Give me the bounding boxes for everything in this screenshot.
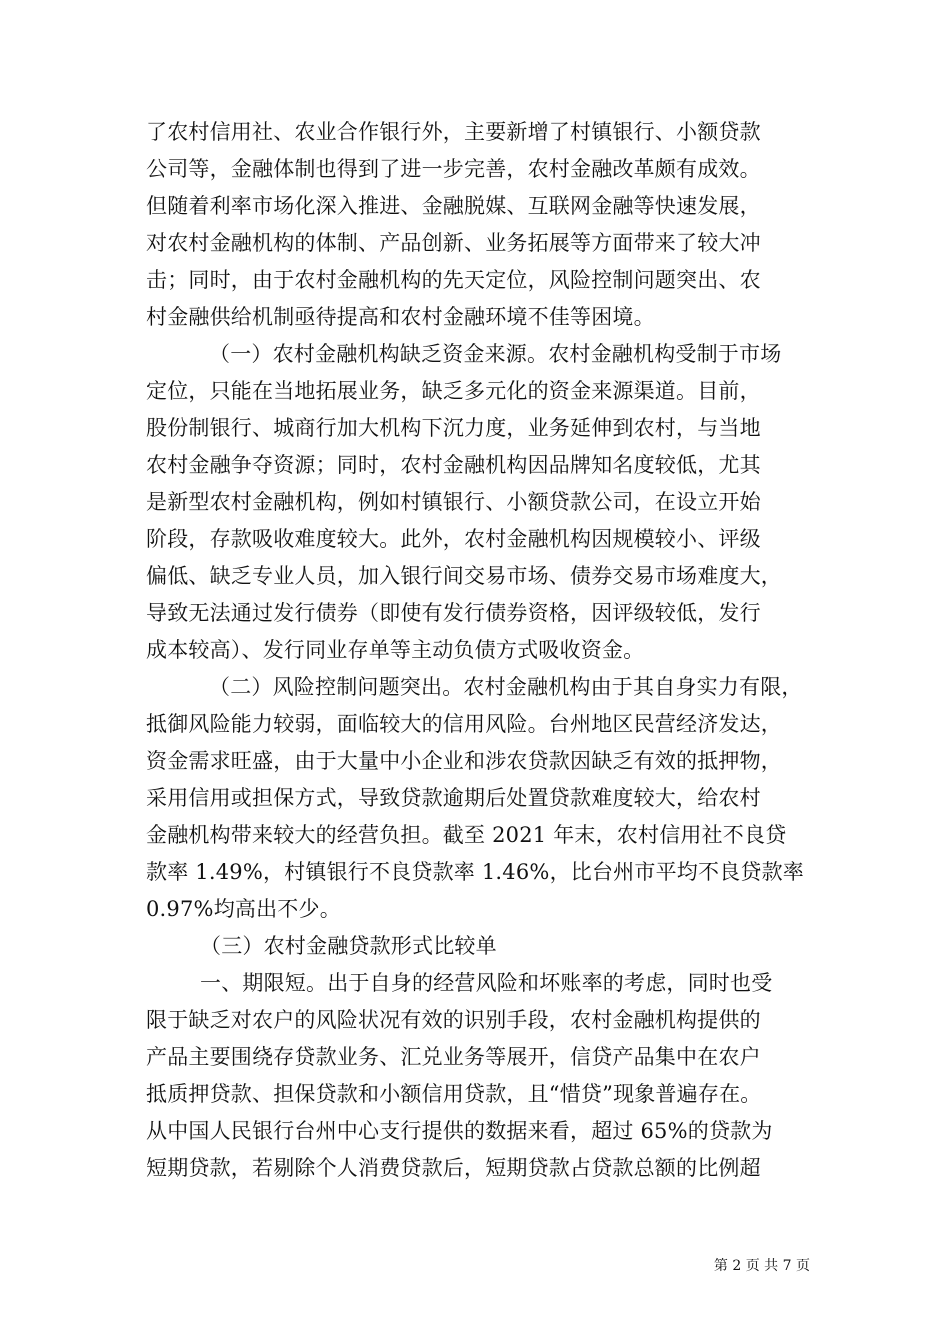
text-line: 股份制银行、城商行加大机构下沉力度，业务延伸到农村，与当地 — [146, 416, 761, 440]
text-line: 但随着利率市场化深入推进、金融脱媒、互联网金融等快速发展， — [146, 194, 761, 218]
text-line: 采用信用或担保方式，导致贷款逾期后处置贷款难度较大，给农村 — [146, 786, 761, 810]
text-line: 一、期限短。出于自身的经营风险和坏账率的考虑，同时也受 — [200, 971, 773, 995]
text-line: 是新型农村金融机构，例如村镇银行、小额贷款公司，在设立开始 — [146, 490, 761, 514]
text-line: 限于缺乏对农户的风险状况有效的识别手段，农村金融机构提供的 — [146, 1008, 761, 1032]
text-line: 0.97%均高出不少。 — [146, 897, 341, 921]
text-line: 金融机构带来较大的经营负担。截至 2021 年末，农村信用社不良贷 — [146, 823, 787, 847]
text-line: 短期贷款，若剔除个人消费贷款后，短期贷款占贷款总额的比例超 — [146, 1156, 761, 1180]
text-line: 了农村信用社、农业合作银行外，主要新增了村镇银行、小额贷款 — [146, 120, 761, 144]
text-line: 农村金融争夺资源；同时，农村金融机构因品牌知名度较低，尤其 — [146, 453, 761, 477]
text-line: 资金需求旺盛，由于大量中小企业和涉农贷款因缺乏有效的抵押物， — [146, 749, 782, 773]
section-3-heading-line: （三）农村金融贷款形式比较单 — [200, 934, 497, 958]
section-2-heading-line: （二）风险控制问题突出。农村金融机构由于其自身实力有限， — [209, 675, 803, 699]
text-line: 抵质押贷款、担保贷款和小额信用贷款，且“惜贷”现象普遍存在。 — [146, 1082, 762, 1106]
text-line: 击；同时，由于农村金融机构的先天定位，风险控制问题突出、农 — [146, 268, 761, 292]
text-line: 抵御风险能力较弱，面临较大的信用风险。台州地区民营经济发达， — [146, 712, 782, 736]
text-line: 产品主要围绕存贷款业务、汇兑业务等展开，信贷产品集中在农户 — [146, 1045, 761, 1069]
text-line: 偏低、缺乏专业人员，加入银行间交易市场、债券交易市场难度大， — [146, 564, 782, 588]
section-1-heading-line: （一）农村金融机构缺乏资金来源。农村金融机构受制于市场 — [209, 342, 782, 366]
text-line: 对农村金融机构的体制、产品创新、业务拓展等方面带来了较大冲 — [146, 231, 761, 255]
page-number-footer: 第 2 页 共 7 页 — [713, 1258, 810, 1274]
text-line: 款率 1.49%，村镇银行不良贷款率 1.46%，比台州市平均不良贷款率 — [146, 860, 804, 884]
text-line: 导致无法通过发行债券（即使有发行债券资格，因评级较低，发行 — [146, 601, 761, 625]
body-text — [146, 114, 811, 1187]
text-line: 成本较高）、发行同业存单等主动负债方式吸收资金。 — [146, 638, 645, 662]
text-line: 阶段，存款吸收难度较大。此外，农村金融机构因规模较小、评级 — [146, 527, 761, 551]
text-line: 定位，只能在当地拓展业务，缺乏多元化的资金来源渠道。目前， — [146, 379, 761, 403]
text-line: 村金融供给机制亟待提高和农村金融环境不佳等困境。 — [146, 305, 655, 329]
text-line: 公司等，金融体制也得到了进一步完善，农村金融改革颇有成效。 — [146, 157, 761, 181]
text-line: 从中国人民银行台州中心支行提供的数据来看，超过 65%的贷款为 — [146, 1119, 773, 1143]
